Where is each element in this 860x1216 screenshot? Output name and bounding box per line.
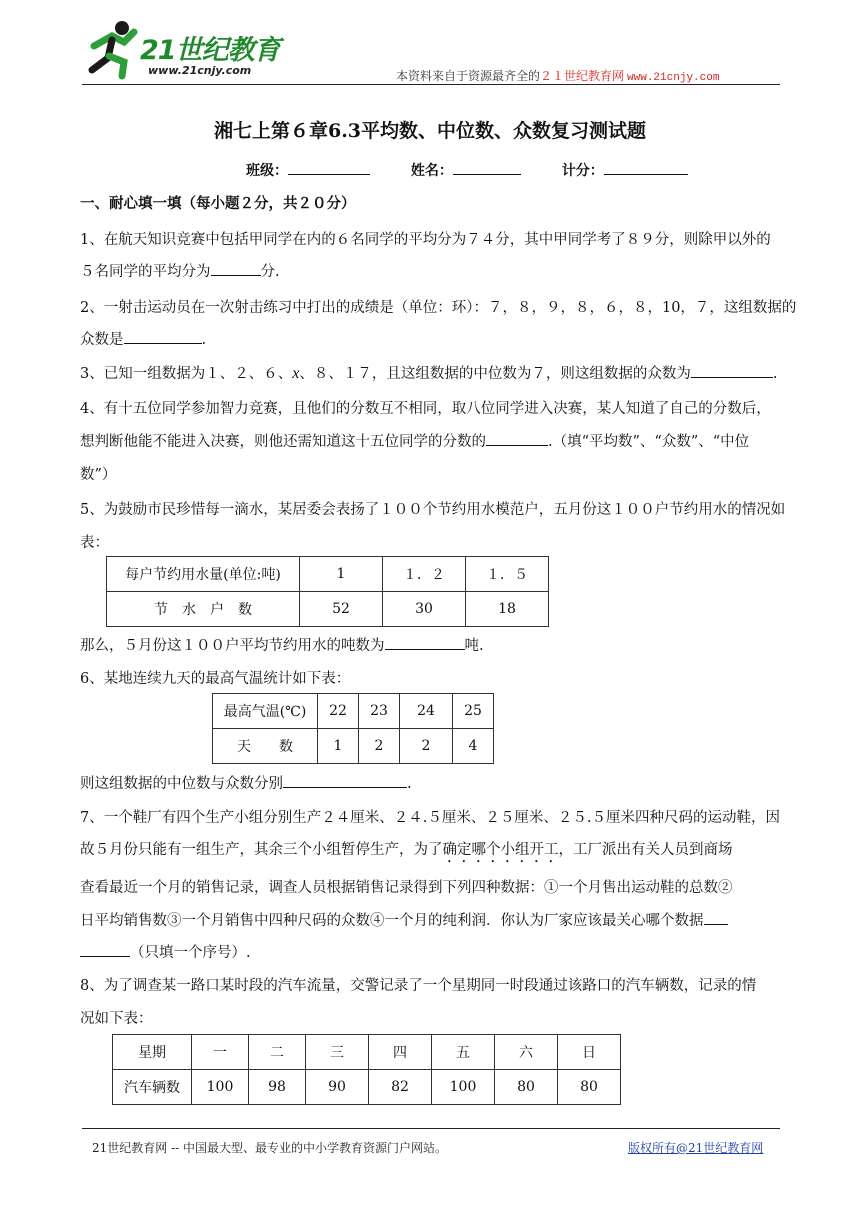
table-row: 最高气温(℃) 22 23 24 25 bbox=[213, 694, 494, 729]
q7-line2: 故５月份只能有一组生产，其余三个小组暂停生产，为了确定哪个小组开工，工厂派出有关人员到商场 bbox=[80, 842, 733, 858]
q6-after: 则这组数据的中位数与众数分别 . bbox=[80, 772, 412, 793]
info-line: 班级： 姓名： 计分： bbox=[246, 160, 688, 180]
q8-line1: 8、为了调查某一路口某时段的汽车流量，交警记录了一个星期同一时段通过该路口的汽车辆数，记录的情 bbox=[80, 978, 757, 994]
table-row: 星期 一 二 三 四 五 六 日 bbox=[113, 1035, 621, 1070]
q7-line1: 7、一个鞋厂有四个生产小组分别生产２４厘米、２４.５厘米、２５厘米、２５.５厘米四种尺码的运动鞋，因 bbox=[80, 810, 780, 826]
q8-line2: 况如下表： bbox=[80, 1011, 153, 1027]
q5-line2: 表： bbox=[80, 535, 109, 551]
q7-answer-blank-a[interactable] bbox=[704, 910, 728, 925]
q3-answer-blank[interactable] bbox=[691, 363, 773, 378]
footer-left: 21世纪教育网 -- 中国最大型、最专业的中小学教育资源门户网站。 bbox=[92, 1141, 448, 1155]
runner-logo-icon bbox=[82, 18, 144, 80]
q2-line1: 2、一射击运动员在一次射击练习中打出的成绩是（单位：环）：７，８，９，８，６，８，10，７，这组数据的 bbox=[80, 300, 797, 316]
q2-answer-blank[interactable] bbox=[124, 329, 202, 344]
table-row: 天 数 1 2 2 4 bbox=[213, 729, 494, 764]
page-title: 湘七上第６章6.3平均数、中位数、众数复习测试题 bbox=[213, 120, 647, 142]
q1-line2: ５名同学的平均分为 分. bbox=[80, 260, 280, 281]
q4-line1: 4、有十五位同学参加智力竞赛，且他们的分数互不相同，取八位同学进入决赛，某人知道了自己的分数后， bbox=[80, 401, 771, 417]
table-row: 汽车辆数 100 98 90 82 100 80 80 bbox=[113, 1070, 621, 1105]
q4-line3: 数”） bbox=[80, 467, 117, 483]
footer-rule bbox=[82, 1128, 780, 1129]
q4-answer-blank[interactable] bbox=[486, 431, 548, 446]
q3-line: 3、已知一组数据为１、２、６、x、８、１７，且这组数据的中位数为７，则这组数据的众数为 . bbox=[80, 365, 778, 382]
section-heading: 一、耐心填一填（每小题２分，共２０分） bbox=[80, 195, 356, 212]
q7-answer-blank-b[interactable] bbox=[80, 942, 130, 957]
table-row: 节 水 户 数 52 30 18 bbox=[107, 592, 549, 627]
q4-line2: 想判断他能不能进入决赛，则他还需知道这十五位同学的分数的 .（填“平均数”、“众数”、“中位 bbox=[80, 430, 749, 451]
table-row: 每户节约用水量(单位:吨) 1 １．２ １．５ bbox=[107, 557, 549, 592]
q5-after: 那么，５月份这１００户平均节约用水的吨数为 吨. bbox=[80, 634, 484, 655]
class-field[interactable] bbox=[288, 160, 370, 175]
q1-answer-blank[interactable] bbox=[211, 261, 261, 276]
q2-line2: 众数是 . bbox=[80, 328, 206, 349]
q5-answer-blank[interactable] bbox=[385, 635, 465, 650]
header-rule bbox=[82, 84, 780, 85]
q6-line1: 6、某地连续九天的最高气温统计如下表： bbox=[80, 671, 351, 687]
source-url[interactable]: www.21cnjy.com bbox=[627, 72, 720, 84]
site-logo bbox=[82, 18, 282, 82]
q7-line5: （只填一个序号）. bbox=[80, 941, 251, 962]
q6-table bbox=[212, 693, 494, 764]
score-field[interactable] bbox=[604, 160, 688, 175]
q8-table bbox=[112, 1034, 621, 1105]
q5-line1: 5、为鼓励市民珍惜每一滴水，某居委会表扬了１００个节约用水模范户，五月份这１００户节约用水的情况如 bbox=[80, 502, 786, 518]
q7-line3: 查看最近一个月的销售记录，调查人员根据销售记录得到下列四种数据：①一个月售出运动鞋的总数② bbox=[80, 880, 733, 896]
name-field[interactable] bbox=[453, 160, 521, 175]
q7-line4: 日平均销售数③一个月销售中四种尺码的众数④一个月的纯利润．你认为厂家应该最关心哪个数据 bbox=[80, 909, 728, 930]
footer-copyright-link[interactable]: 版权所有@21世纪教育网 bbox=[628, 1141, 764, 1155]
q1-line1: 1、在航天知识竞赛中包括甲同学在内的６名同学的平均分为７４分，其中甲同学考了８９分，则除甲以外的 bbox=[80, 232, 771, 248]
source-note: 本资料来自于资源最齐全的２１世纪教育网 www.21cnjy.com bbox=[396, 69, 720, 84]
logo-text: 21世纪教育 bbox=[140, 35, 280, 66]
q6-answer-blank[interactable] bbox=[283, 773, 407, 788]
q5-table bbox=[106, 556, 549, 627]
emphasis-text: 确定哪个小组开工 bbox=[442, 842, 559, 858]
logo-url: www.21cnjy.com bbox=[148, 64, 252, 77]
